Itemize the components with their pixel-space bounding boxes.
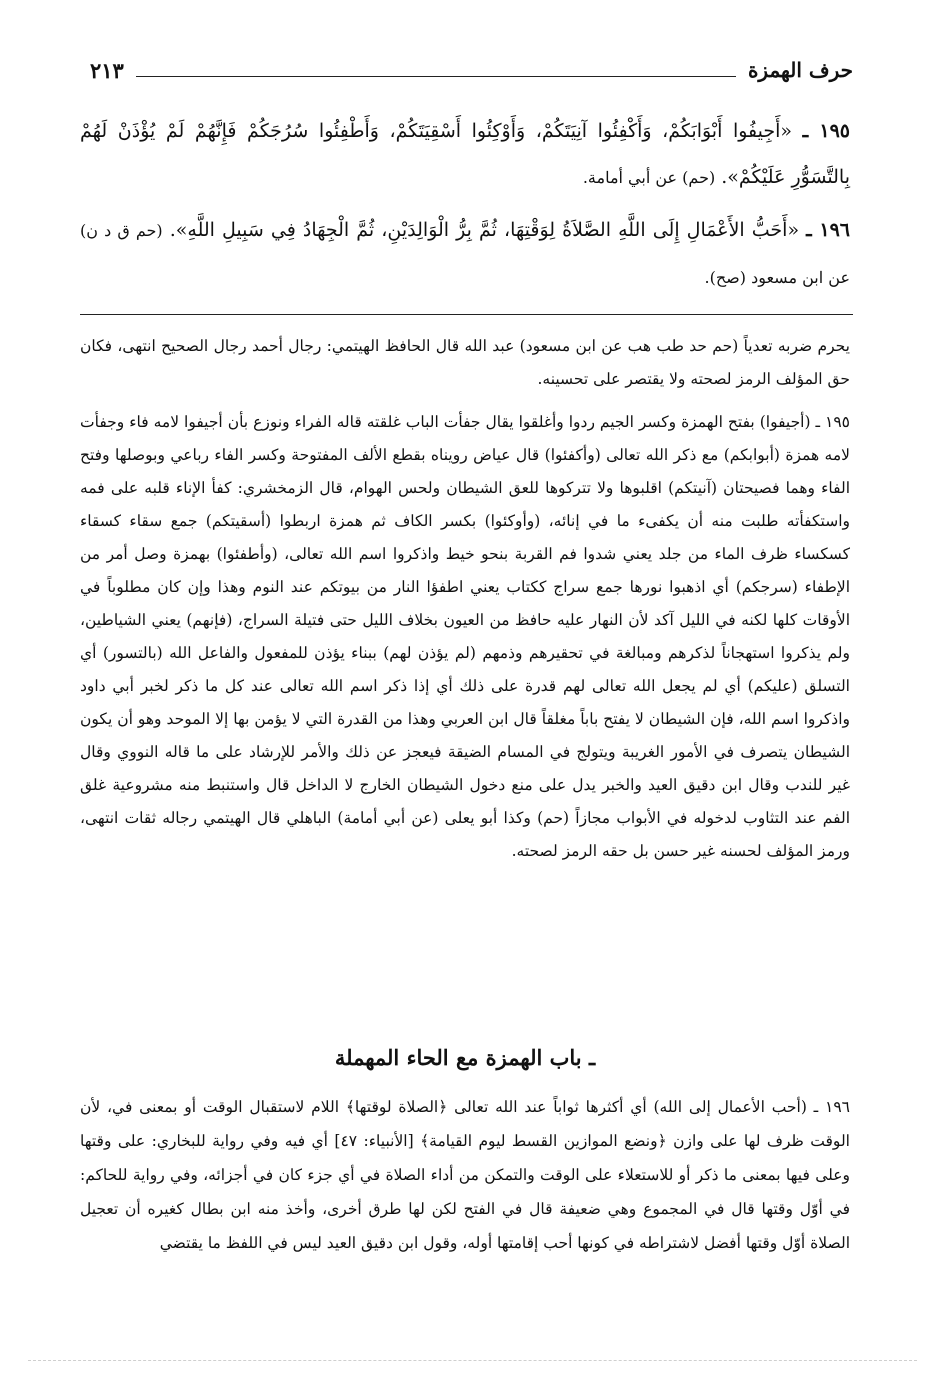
chapter-title: حرف الهمزة [747, 58, 853, 82]
commentary-block-2 [80, 1090, 850, 1260]
hadith-number: ١٩٦ ـ [806, 219, 850, 241]
hadith-source: (حم) عن أبي أمامة. [582, 168, 716, 187]
running-header [90, 50, 853, 90]
page-number: ٢١٣ [90, 57, 124, 83]
hadith-196 [80, 207, 850, 301]
hadith-text-block [80, 108, 850, 307]
hadith-text: «أَحَبُّ الأَعْمَالِ إِلَى اللَّهِ الصَّلاَةُ لِوَقْتِهَا، ثُمَّ بِرُّ الْوَالِدَيْنِ، ثُمَّ الْجِهَادُ فِي سَبِيلِ اللَّهِ». [169, 219, 800, 241]
header-rule [136, 76, 736, 77]
section-heading: ـ باب الهمزة مع الحاء المهملة [334, 1045, 596, 1070]
hadith-source: (حم ق د ن) عن ابن مسعود (صح). [80, 221, 850, 287]
commentary-195: ١٩٥ ـ (أجيفوا) بفتح الهمزة وكسر الجيم ردوا وأغلقوا يقال جفأت الباب غلقته قاله الفراء ونوزع بأن أجيفوا لامه فاء وجفأت لامه همزة (أبوابكم) مع ذكر الله تعالى (وأكفئوا) قال عياض رويناه بقطع الألف المفتوحة وكسر الفاء رباعي وبوصلها وفتح الفاء وهما فصيحتان (آنيتكم) اقلبوها ولا تتركوها للعق الشيطان ولحس الهوام، قال الزمخشري: كفأ الإناء قلبه على فمه واستكفأته طلبت منه أن يكفىء ما في إنائه، (وأوكئوا) بكسر الكاف ثم همزة اربطوا (أسقيتكم) جمع سقاء كسقاء كسكساء ظرف الماء من جلد يعني شدوا فم القربة بنحو خيط واذكروا اسم الله تعالى، (وأطفئوا) بهمزة وصل أمر من الإطفاء (سرجكم) أي اذهبوا نورها جمع سراج ككتاب يعني اطفؤا النار من بيوتكم عند النوم وهذا وإن كان مطلوباً في الأوقات كلها لكنه في الليل آكد لأن النهار عليه حافظ من العيون بخلاف الليل حتى فتيلة السراج، (فإنهم) يعني الشياطين، ولم يذكروا استهجاناً لذكرهم ومبالغة في تحقيرهم وذمهم (لم يؤذن لهم) ببناء يؤذن للمفعول والفاعل الله (بالتسور) أي التسلق (عليكم) أي لم يجعل الله تعالى لهم قدرة على ذلك أي إذا ذكر اسم الله تعالى عند كل ما ذكر لخبر أبي داود واذكروا اسم الله، فإن الشيطان لا يفتح باباً مغلقاً قال ابن العربي وهذا من القدرة التي لا يؤمن بها إلا الموحد وهو أن يكون الشيطان يتصرف في الأمور الغريبة ويتولج في المسام الضيقة فيعجز عن ذلك والأمر للإرشاد على ما قاله النووي وقال غير للندب وقال ابن دقيق العيد والخبر يدل على منع دخول الشيطان الخارج لا الداخل قال واستنبط منه مشروعية غلق الفم عند التثاوب لدخوله في الأبواب مجازاً (حم) وكذا أبو يعلى (عن أبي أمامة) الباهلي قال الهيتمي رجاله ثقات انتهى، ورمز المؤلف لحسنه غير حسن بل حقه الرمز لصحته. [80, 413, 850, 860]
page-edge [28, 1360, 917, 1361]
commentary-block [80, 330, 850, 868]
hadith-text: «أَجِيفُوا أَبْوَابَكُمْ، وَأَكْفِئُوا آنِيَتَكُمْ، وَأَوْكِئُوا أَسْقِيَتَكُمْ، وَأَطْفِئُوا سُرُجَكُمْ فَإِنَّهُمْ لَمْ يُؤْذَنْ لَهُمْ بِالتَّسَوُّرِ عَلَيْكُمْ». [80, 120, 850, 188]
section-divider [80, 314, 853, 315]
commentary-196: ١٩٦ ـ (أحب الأعمال إلى الله) أي أكثرها ثواباً عند الله تعالى ﴿الصلاة لوقتها﴾ اللام لاستقبال الوقت أو بمعنى في، لأن الوقت ظرف لها على وازن ﴿ونضع الموازين القسط ليوم القيامة﴾ [الأنبياء: ٤٧] أي فيه وفي رواية للبخاري: على وقتها وعلى فيها بمعنى ما ذكر أو للاستعلاء على الوقت والتمكن من أداء الصلاة في أي جزء كان في أجزائه، وفي رواية للحاكم: في أوّل وقتها قال في المجموع وهي ضعيفة قال في الفتح لكن لها طرق أخرى، وأخذ منه ابن بطال كغيره أن تعجيل الصلاة أوّل وقتها أفضل لاشتراطه في كونها أحب إقامتها أوله، وقول ابن دقيق العيد ليس في اللفظ ما يقتضي [80, 1098, 850, 1252]
commentary-continuation: يحرم ضربه تعدياً (حم حد طب هب عن ابن مسعود) عبد الله قال الحافظ الهيتمي: رجال أحمد رجال الصحيح انتهى، فكان حق المؤلف الرمز لصحته ولا يقتصر على تحسينه. [80, 337, 850, 388]
hadith-195 [80, 108, 850, 201]
hadith-number: ١٩٥ ـ [802, 120, 850, 142]
